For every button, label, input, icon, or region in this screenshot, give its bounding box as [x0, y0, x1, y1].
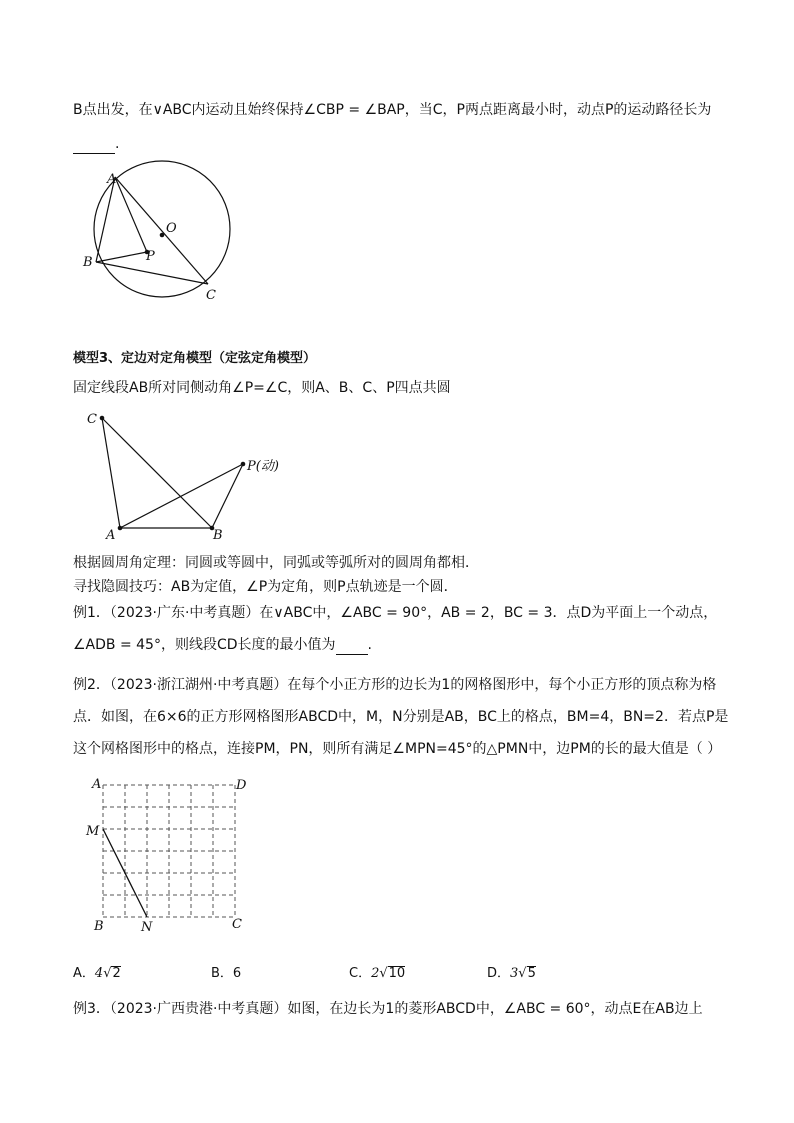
label-a: A: [92, 777, 102, 792]
label-d: D: [236, 778, 247, 793]
label-p: P: [146, 249, 155, 264]
label-b: B: [94, 919, 104, 934]
label-c: C: [87, 412, 97, 427]
figure-grid-6x6: [86, 775, 261, 935]
figure-fixed-chord-angle: [84, 408, 284, 543]
intro-line-2: [73, 135, 119, 154]
example2-line-2: 点．如图，在6×6的正方形网格图形ABCD中，M，N分别是AB，BC上的格点，BM=4，BN=2．若点P是: [73, 709, 729, 725]
intro-line-2-end: .: [115, 136, 120, 152]
label-c: C: [232, 917, 242, 932]
choice-d[interactable]: D．3√5: [487, 966, 536, 981]
label-n: N: [141, 920, 153, 935]
label-a: A: [106, 528, 116, 543]
label-p-moving: P(动): [247, 459, 279, 474]
intro-line-1: B点出发，在∨ABC内运动且始终保持∠CBP = ∠BAP，当C，P两点距离最小时，动点P的运动路径长为: [73, 102, 712, 118]
label-b: B: [213, 528, 223, 543]
model3-description: 固定线段AB所对同侧动角∠P=∠C，则A、B、C、P四点共圆: [73, 380, 451, 396]
choice-b[interactable]: B．6: [211, 966, 242, 981]
label-b: B: [83, 255, 93, 270]
answer-blank: [336, 636, 368, 655]
model3-title: 模型3、定边对定角模型（定弦定角模型）: [73, 351, 317, 366]
example1-line-2: ∠ADB = 45°，则线段CD长度的最小值为 .: [73, 637, 372, 653]
example2-line-1: 例2．（2023·浙江湖州·中考真题）在每个小正方形的边长为1的网格图形中，每个小正方形的顶点称为格: [73, 677, 717, 693]
center-point: [160, 233, 165, 238]
label-m: M: [86, 824, 100, 839]
theorem-text: 根据圆周角定理：同圆或等圆中，同弧或等弧所对的圆周角都相．: [73, 555, 479, 571]
choice-c[interactable]: C．2√10: [349, 966, 406, 981]
choice-a[interactable]: A．4√2: [73, 966, 121, 981]
example2-line-3: 这个网格图形中的格点，连接PM，PN，则所有满足∠MPN=45°的△PMN中，边PM的长的最大值是（ ）: [73, 741, 722, 757]
label-a: A: [107, 172, 117, 187]
trick-text: 寻找隐圆技巧：AB为定值，∠P为定角，则P点轨迹是一个圆．: [73, 579, 458, 595]
example3-line-1: 例3．（2023·广西贵港·中考真题）如图，在边长为1的菱形ABCD中，∠ABC = 60°，动点E在AB边上: [73, 1001, 703, 1017]
answer-blank: [73, 135, 115, 154]
figure-circle-triangle: [80, 160, 250, 310]
example1-line-1: 例1．（2023·广东·中考真题）在∨ABC中，∠ABC = 90°，AB = 2，BC = 3．点D为平面上一个动点，: [73, 605, 718, 621]
label-c: C: [206, 288, 216, 303]
label-o: O: [166, 221, 177, 236]
